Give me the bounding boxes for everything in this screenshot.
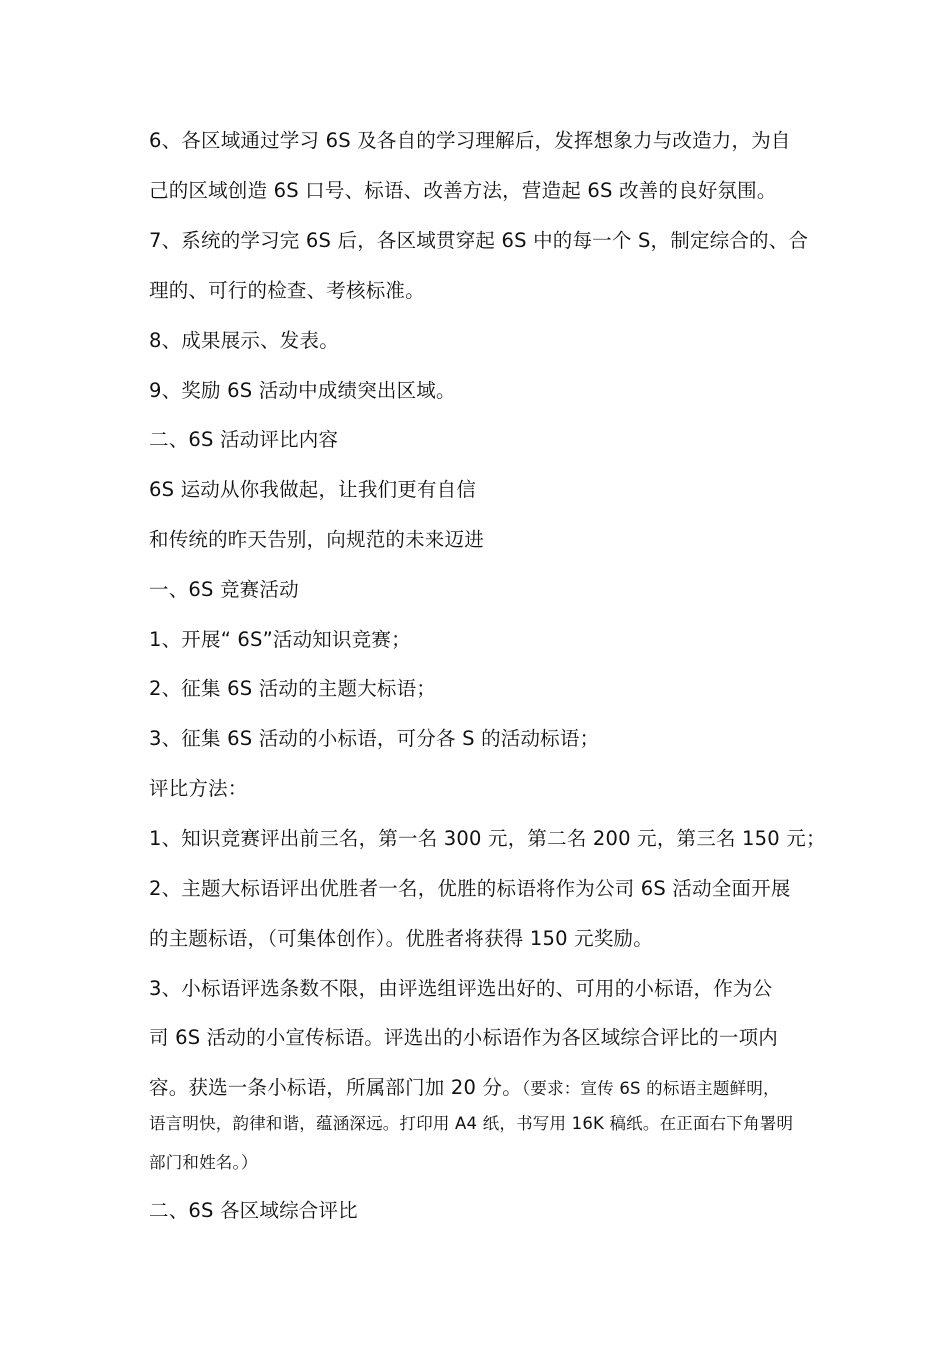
method-item-3c-main: 容。获选一条小标语，所属部门加 20 分。 <box>149 1076 522 1099</box>
requirements-note-line-2: 语言明快，韵律和谐，蕴涵深远。打印用 A4 纸，书写用 16K 稿纸。在正面右下角署明 <box>149 1114 794 1133</box>
text-line-item-6b: 己的区域创造 6S 口号、标语、改善方法，营造起 6S 改善的良好氛围。 <box>149 179 777 202</box>
text-line-item-9: 9、奖励 6S 活动中成绩突出区域。 <box>149 379 456 402</box>
requirements-note-line-3: 部门和姓名。） <box>149 1153 258 1172</box>
slogan-line-1: 6S 运动从你我做起，让我们更有自信 <box>149 478 477 501</box>
competition-item-1: 1、开展“ 6S”活动知识竞赛； <box>149 628 411 651</box>
text-line-item-6a: 6、各区域通过学习 6S 及各自的学习理解后，发挥想象力与改造力，为自 <box>149 129 791 152</box>
method-item-3c <box>149 1076 780 1101</box>
section-heading-competition: 一、6S 竞赛活动 <box>149 578 299 601</box>
competition-item-3: 3、征集 6S 活动的小标语，可分各 S 的活动标语； <box>149 727 600 750</box>
method-item-2a: 2、主题大标语评出优胜者一名，优胜的标语将作为公司 6S 活动全面开展 <box>149 877 791 900</box>
method-item-3b: 司 6S 活动的小宣传标语。评选出的小标语作为各区域综合评比的一项内 <box>149 1026 778 1049</box>
method-item-1: 1、知识竞赛评出前三名，第一名 300 元，第二名 200 元，第三名 150 元； <box>149 827 826 850</box>
method-item-3a: 3、小标语评选条数不限，由评选组评选出好的、可用的小标语，作为公 <box>149 977 773 1000</box>
text-line-item-7b: 理的、可行的检查、考核标准。 <box>149 279 425 302</box>
evaluation-method-heading: 评比方法： <box>149 777 248 800</box>
text-line-item-8: 8、成果展示、发表。 <box>149 329 339 352</box>
slogan-line-2: 和传统的昨天告别，向规范的未来迈进 <box>149 528 484 551</box>
text-line-item-7a: 7、系统的学习完 6S 后，各区域贯穿起 6S 中的每一个 S，制定综合的、合 <box>149 229 809 252</box>
section-heading-area-evaluation: 二、6S 各区域综合评比 <box>149 1199 358 1222</box>
requirements-note-start: （要求：宣传 6S 的标语主题鲜明， <box>521 1079 780 1098</box>
competition-item-2: 2、征集 6S 活动的主题大标语； <box>149 677 436 700</box>
method-item-2b: 的主题标语，（可集体创作）。优胜者将获得 150 元奖励。 <box>149 927 653 950</box>
section-heading-evaluation: 二、6S 活动评比内容 <box>149 428 339 451</box>
